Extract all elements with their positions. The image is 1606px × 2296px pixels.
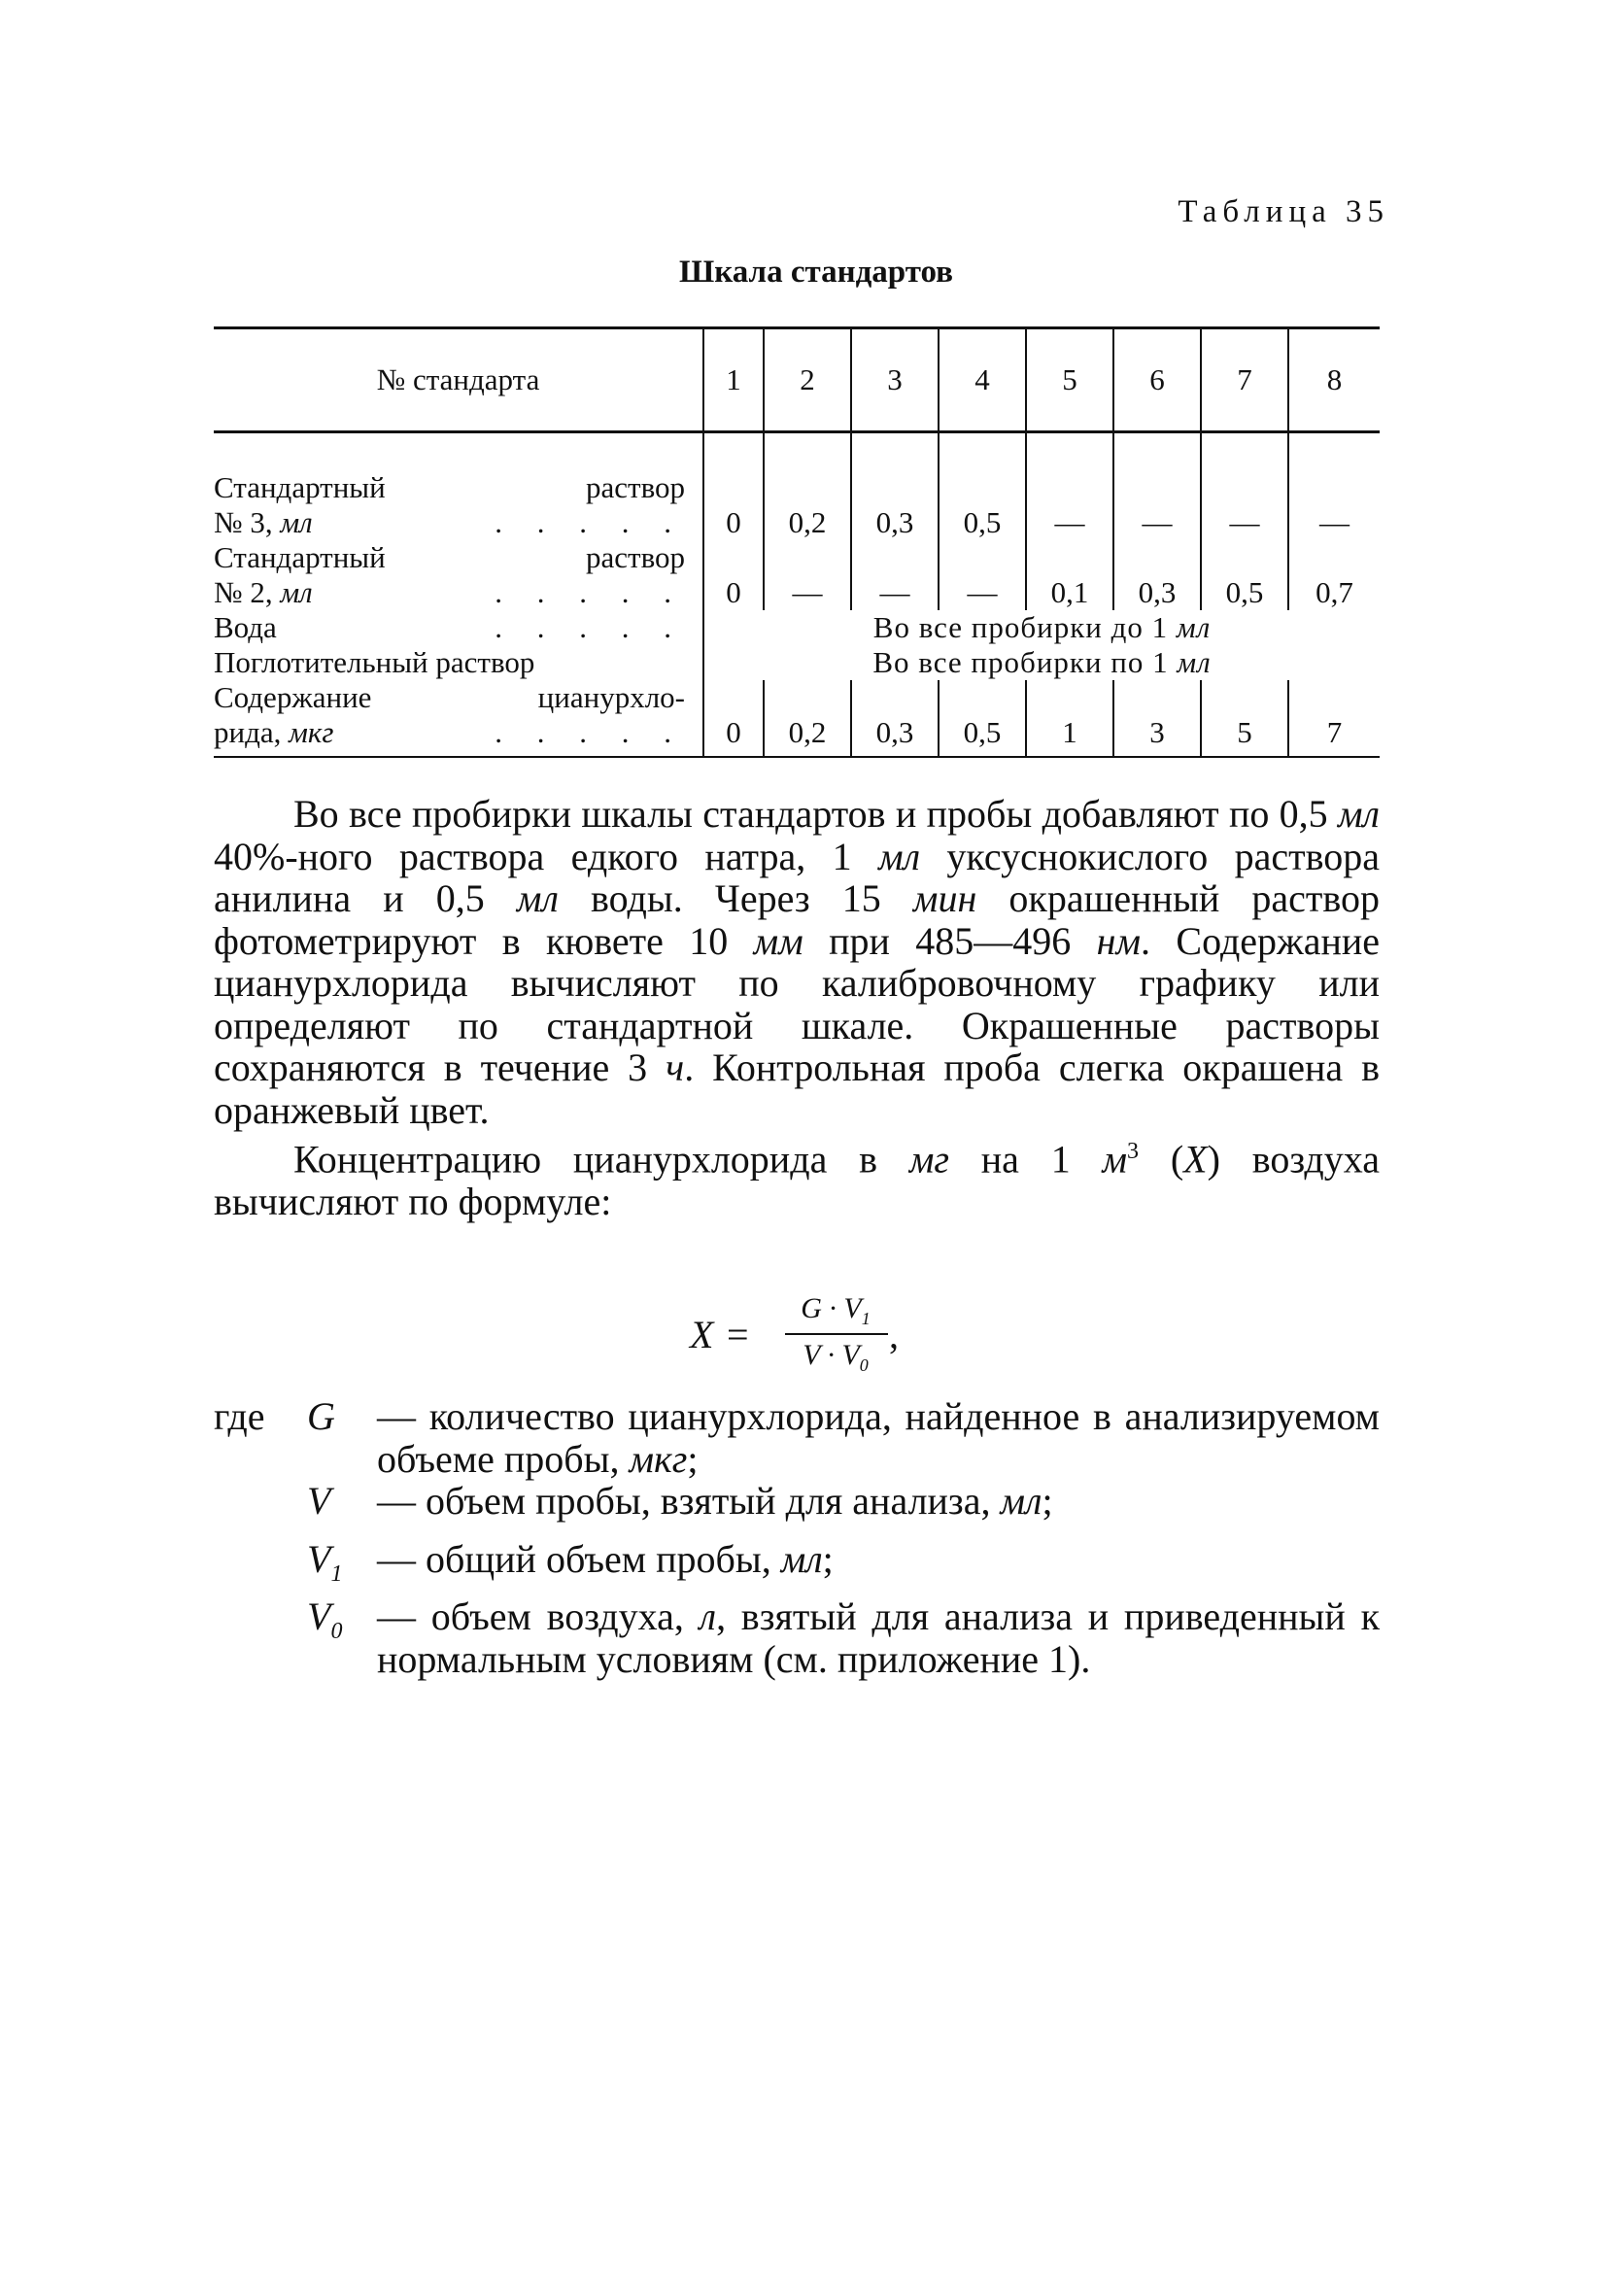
header-col-7: 7 [1201, 328, 1288, 432]
table-row [214, 540, 1380, 610]
fraction-bar [785, 1333, 888, 1335]
unit-text: мин [912, 876, 977, 920]
table-cell: 1 [1026, 680, 1113, 757]
table-cell: — [764, 540, 851, 610]
row-label [214, 680, 703, 757]
definition-symbol [307, 1395, 377, 1480]
header-standard-number: № стандарта [214, 328, 703, 432]
table-cell: 7 [1288, 680, 1380, 757]
definition-symbol [307, 1480, 377, 1538]
text-run: ; [687, 1436, 699, 1481]
header-col-3: 3 [851, 328, 939, 432]
unit-text: мл [516, 876, 559, 920]
denominator-text: V · V [803, 1339, 860, 1371]
header-col-1: 1 [703, 328, 764, 432]
span-note-text: Во все пробирки до 1 [872, 610, 1169, 644]
table-cell: 0 [703, 432, 764, 541]
row-label [214, 432, 703, 541]
table-span-cell [703, 610, 1380, 645]
unit-text: мг [908, 1137, 949, 1182]
text-run: окрашенный раствор фотометрируют в кювете 10 [214, 876, 1381, 963]
symbol-text: V [307, 1536, 331, 1581]
definition-item [214, 1538, 1380, 1596]
table-span-cell [703, 645, 1380, 680]
definition-item [214, 1395, 1380, 1480]
table-cell: 0 [703, 540, 764, 610]
definition-text [377, 1595, 1380, 1680]
text-run: — количество цианурхлорида, найденное в анализируемом объеме пробы, [377, 1394, 1380, 1481]
text-run: ; [822, 1536, 834, 1581]
row-label-prefix: рида, [214, 715, 282, 749]
text-run: . Содержание цианурхлорида вычисляют по калибровочному графику или определяют по стандартной шкале. Окрашенные растворы сохраняются в течение 3 [214, 918, 1381, 1089]
variable-definitions [214, 1395, 1380, 1680]
header-col-5: 5 [1026, 328, 1113, 432]
paragraph-formula-intro [214, 1131, 1380, 1222]
symbol-text: V [307, 1479, 331, 1523]
definition-symbol [307, 1595, 377, 1680]
text-run: Во все пробирки шкалы стандартов и пробы добавляют по 0,5 [293, 792, 1339, 836]
header-col-6: 6 [1113, 328, 1201, 432]
row-label-prefix: № 3, [214, 505, 273, 539]
row-label-line1-left: Стандартный [214, 470, 386, 504]
numerator-subscript: 1 [861, 1309, 871, 1328]
text-run: уксуснокислого раствора анилина и 0,5 [214, 834, 1380, 920]
row-label-unit: мл [280, 575, 313, 609]
table-cell: 0,3 [1113, 540, 1201, 610]
table-cell: — [939, 540, 1026, 610]
table-cell: 0,5 [939, 680, 1026, 757]
formula-equals: = [727, 1313, 749, 1356]
row-label-line1-left: Содержание [214, 680, 372, 714]
table-row [214, 645, 1380, 680]
unit-text: ч [666, 1045, 685, 1089]
text-run: 40%-ного раствора едкого натра, 1 [214, 834, 879, 878]
text-run: — объем воздуха, [377, 1594, 700, 1638]
table-row [214, 432, 1380, 541]
span-note-unit: мл [1177, 645, 1212, 679]
row-label-line1-right: раствор [586, 540, 685, 574]
header-col-4: 4 [939, 328, 1026, 432]
numerator-text: G · V [801, 1292, 862, 1324]
definition-text [377, 1538, 1380, 1596]
unit-text: м [1102, 1137, 1128, 1182]
table-cell: — [1026, 432, 1113, 541]
header-col-8: 8 [1288, 328, 1380, 432]
text-run: воды. Через 15 [558, 876, 913, 920]
definitions-lead: где [214, 1394, 265, 1438]
formula-comma: , [889, 1313, 899, 1356]
row-label-dots: . . . . . [495, 715, 685, 749]
formula-lhs: X [690, 1313, 714, 1356]
span-note-unit: мл [1176, 610, 1212, 644]
definition-text [377, 1395, 1380, 1480]
text-run: на 1 [948, 1137, 1103, 1182]
row-label-dots: . . . . . [495, 610, 685, 644]
table-cell: 5 [1201, 680, 1288, 757]
row-label-unit: мкг [289, 715, 334, 749]
table-cell: 0,7 [1288, 540, 1380, 610]
row-label [214, 610, 703, 645]
row-label-dots: . . . . . [495, 505, 685, 539]
table-cell: — [1201, 432, 1288, 541]
row-label [214, 540, 703, 610]
table-cell: 0 [703, 680, 764, 757]
table-cell: 0,5 [939, 432, 1026, 541]
unit-text: л [699, 1594, 717, 1638]
variable-text: X [1183, 1137, 1208, 1182]
row-label-line1-right: раствор [586, 470, 685, 504]
definition-item [214, 1480, 1380, 1538]
table-title: Шкала стандартов [679, 255, 953, 290]
row-label-text: Поглотительный раствор [214, 645, 535, 679]
unit-text: мл [780, 1536, 823, 1581]
table-cell: 3 [1113, 680, 1201, 757]
concentration-formula [690, 1292, 962, 1380]
row-label-line1-left: Стандартный [214, 540, 386, 574]
row-label-text: Вода [214, 610, 277, 644]
row-label-dots: . . . . . [495, 575, 685, 609]
unit-text: мл [1000, 1479, 1042, 1523]
row-label-line1-right: цианурхло- [537, 680, 685, 714]
table-row [214, 680, 1380, 757]
header-col-2: 2 [764, 328, 851, 432]
table-cell: 0,3 [851, 680, 939, 757]
table-cell: 0,3 [851, 432, 939, 541]
paragraph-procedure [214, 793, 1380, 1131]
text-run: ( [1139, 1137, 1184, 1182]
symbol-subscript: 0 [330, 1619, 343, 1644]
table-number-label: Таблица 35 [1178, 194, 1389, 229]
span-note-text: Во все пробирки по 1 [872, 645, 1169, 679]
symbol-text: V [307, 1594, 331, 1638]
table-cell: 0,2 [764, 432, 851, 541]
text-run: , взятый для анализа и приведенный к нормальным условиям (см. приложение 1). [377, 1594, 1380, 1681]
superscript: 3 [1127, 1139, 1140, 1164]
unit-text: мм [753, 918, 803, 963]
symbol-subscript: 1 [330, 1560, 343, 1587]
table-cell: — [1288, 432, 1380, 541]
text-run: ) воздуха вычисляют по формуле: [214, 1137, 1380, 1223]
symbol-text: G [307, 1394, 335, 1438]
table-cell: 0,1 [1026, 540, 1113, 610]
unit-text: мл [878, 834, 921, 878]
row-label-prefix: № 2, [214, 575, 273, 609]
table-cell: — [851, 540, 939, 610]
definition-symbol [307, 1538, 377, 1596]
table-cell: 0,2 [764, 680, 851, 757]
unit-text: нм [1096, 918, 1142, 963]
table-cell: — [1113, 432, 1201, 541]
body-text [214, 793, 1380, 1222]
definition-item [214, 1595, 1380, 1680]
text-run: при 485—496 [803, 918, 1097, 963]
row-label-unit: мл [280, 505, 313, 539]
formula-denominator [787, 1339, 884, 1376]
text-run: ; [1042, 1479, 1053, 1523]
denominator-subscript: 0 [859, 1355, 869, 1375]
table-header-row [214, 328, 1380, 432]
formula-numerator [787, 1292, 884, 1329]
unit-text: мл [1338, 792, 1380, 836]
text-run: Концентрацию цианурхлорида в [293, 1137, 909, 1182]
text-run: — объем пробы, взятый для анализа, [377, 1479, 1001, 1523]
row-label [214, 645, 703, 680]
text-run: . Контрольная проба слегка окрашена в оранжевый цвет. [214, 1045, 1381, 1132]
definition-text [377, 1480, 1380, 1538]
table-cell: 0,5 [1201, 540, 1288, 610]
text-run: — общий объем пробы, [377, 1536, 781, 1581]
table-row [214, 610, 1380, 645]
unit-text: мкг [629, 1436, 688, 1481]
standards-scale-table [214, 326, 1380, 758]
